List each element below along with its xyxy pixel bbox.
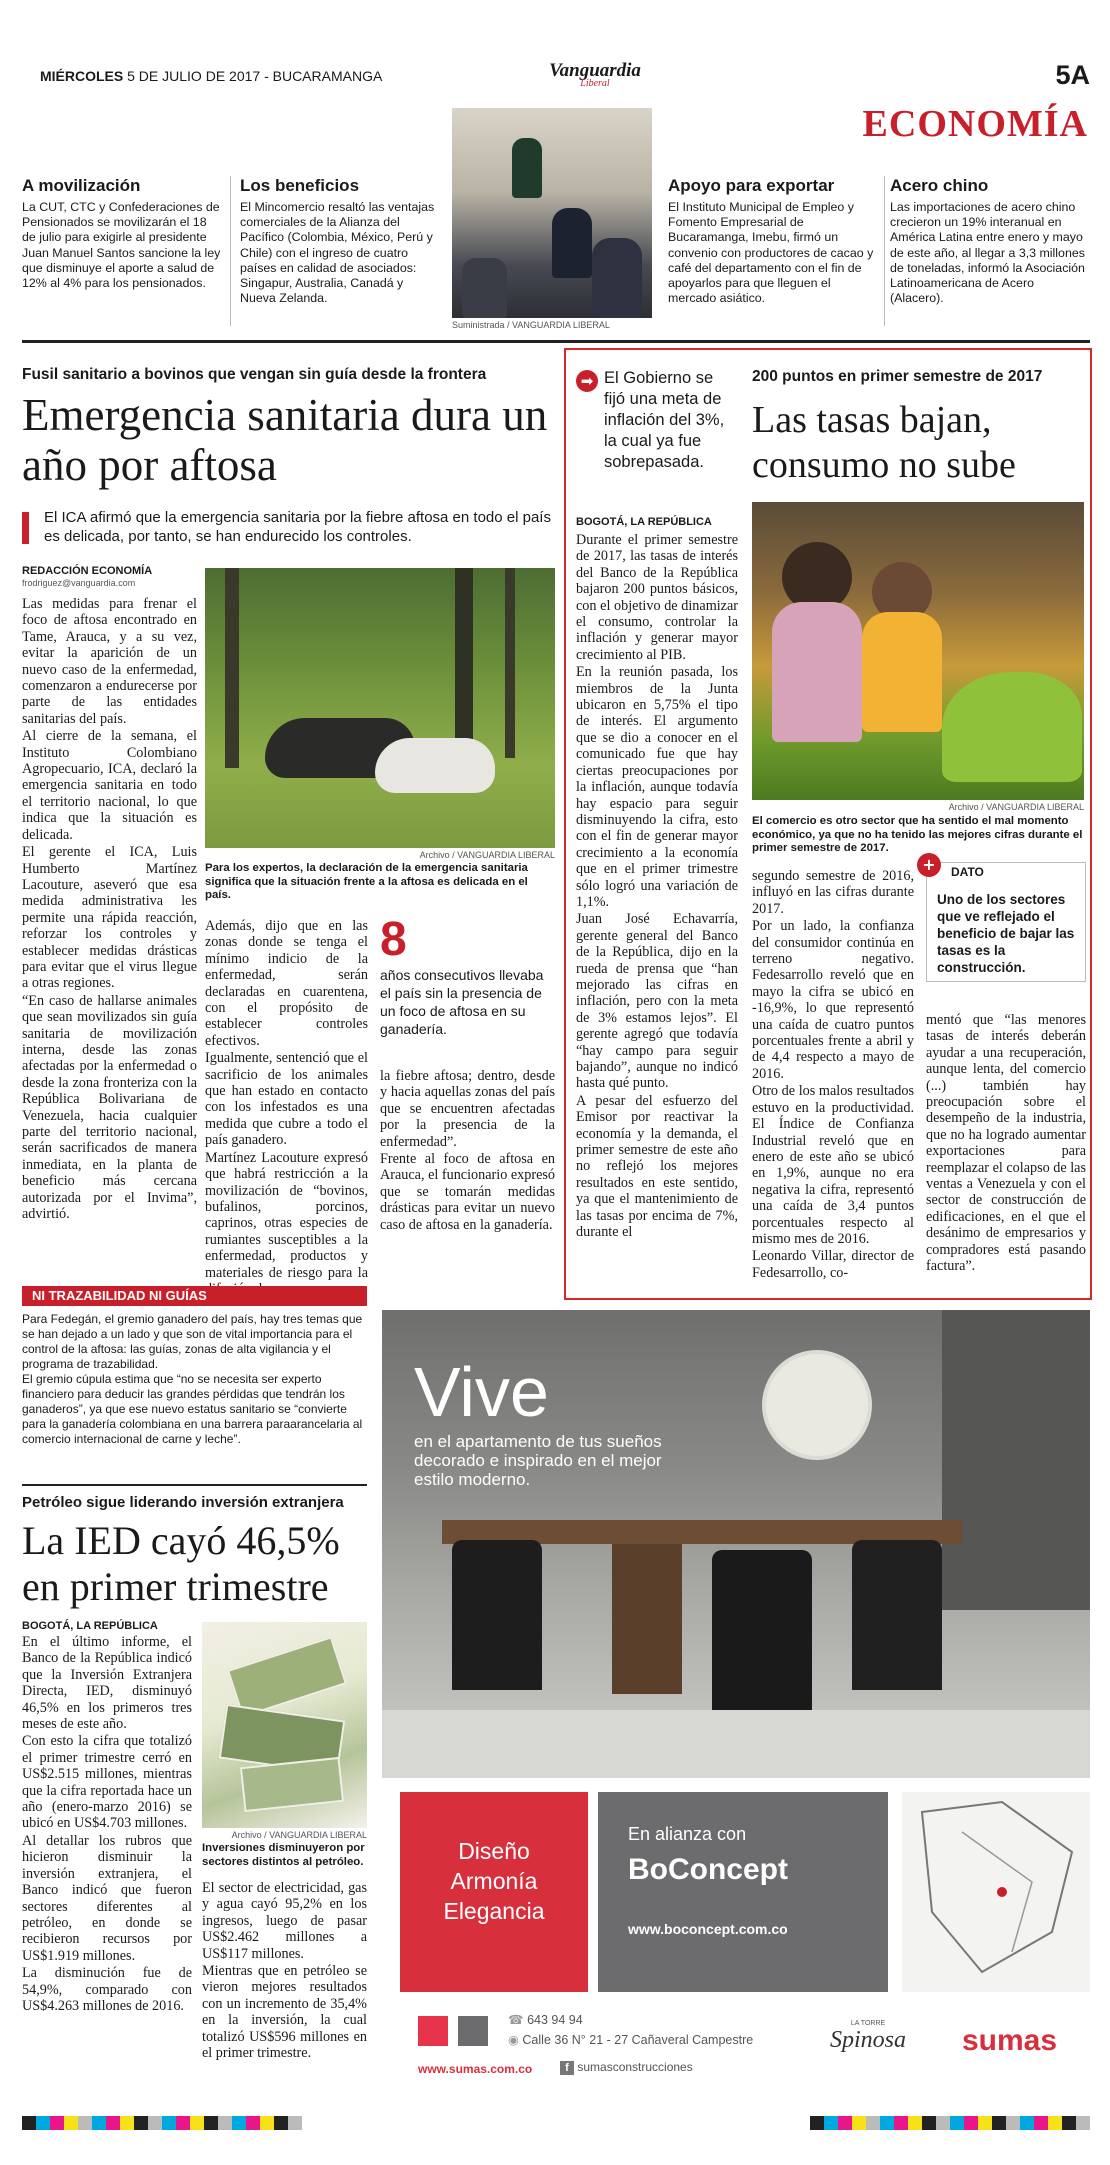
paragraph: la fiebre aftosa; dentro, desde y hacia aquellas zonas del país que se encuentren afectadas por la presencia de la enfermedad”.	[380, 1068, 555, 1150]
sidebar-paragraph: Para Fedegán, el gremio ganadero del país, hay tres temas que se han dejado a un lado y que son de vital importancia para el control de la aftosa: las guías, zonas de alta vigilancia y el programa de trazabilidad.	[22, 1312, 363, 1371]
page-number: 5A	[1055, 60, 1090, 90]
pullquote-text: El Gobierno se fijó una meta de inflación del 3%, la cual ya fue sobrepasada.	[604, 369, 725, 471]
brief-photo-credit: Suministrada / VANGUARDIA LIBERAL	[452, 320, 610, 330]
section-title: ECONOMÍA	[862, 103, 1088, 145]
aftosa-col2	[205, 918, 368, 1298]
paragraph: En el último informe, el Banco de la República indicó que la Inversión Extranjera Directa, IED, disminuyó 46,5% en los primeros tres meses de este año.	[22, 1634, 192, 1733]
money-photo	[202, 1622, 367, 1828]
aftosa-headline: Emergencia sanitaria dura un año por aftosa	[22, 390, 548, 490]
paragraph: El gerente el ICA, Luis Humberto Martínez Lacouture, aseveró que esa medida administrativa les permite una rápida reacción, reforzar los controles y establecer medidas drásticas para evitar que el virus llegue a otras regiones.	[22, 844, 197, 992]
dato-box	[922, 855, 1086, 982]
newspaper-logo	[525, 60, 665, 89]
aftosa-photo-caption: Para los expertos, la declaración de la emergencia sanitaria significa que la situación frente a la aftosa es delicada en el país.	[205, 862, 528, 901]
phone-icon: ☎	[508, 2013, 524, 2027]
print-registration-bar	[22, 2116, 1090, 2130]
boconcept-logo: BoConcept	[628, 1853, 788, 1886]
paragraph: En la reunión pasada, los miembros de la Junta ubicaron en 5,75% el tipo de interés. El argumento que se dio a conocer en el comunicado fue que hay ciertas preocupaciones por la inflación, aunque todavía hay espacio para seguir disminuyendo la cifra, esto con el fin de generar mayor crecimiento a la economía que en el primer trimestre sólo logró una variación de 1,1%.	[576, 664, 738, 910]
ad-alliance: En alianza con	[628, 1824, 747, 1844]
stat-text: años consecutivos llevaba el país sin la presencia de un foco de aftosa en su ganadería.	[380, 967, 544, 1037]
tasas-pullquote	[576, 368, 736, 473]
ad-phone: 643 94 94	[527, 2013, 583, 2027]
paragraph: Por un lado, la confianza del consumidor continúa en terreno negativo. Fedesarrollo reveló que en mayo la cifra se ubicó en -16,9%, lo que representó una caída de cuatro puntos porcentuales frente a abril y de 4,4 respecto a mayo de 2016.	[752, 918, 914, 1082]
dateline	[40, 68, 382, 84]
brief-title: A movilización	[22, 176, 141, 195]
tasas-kicker: 200 puntos en primer semestre de 2017	[752, 368, 1043, 385]
paragraph: Con esto la cifra que totalizó el primer trimestre cerró en US$2.515 millones, mientras que la cifra reportada hace un año (enero-marzo 2016) se ubicó en US$4.703 millones.	[22, 1733, 192, 1832]
paragraph: A pesar del esfuerzo del Emisor por reactivar la economía y la demanda, el primer semestre de este año no reflejó los mejores resultados en este sentido, ya que el mantenimiento de las tasas por encima de 7%, durante el	[576, 1092, 738, 1241]
page-header	[40, 60, 1090, 100]
map-lines-icon	[902, 1792, 1090, 1992]
aftosa-byline: REDACCIÓN ECONOMÍA	[22, 565, 153, 577]
tasas-photo-credit: Archivo / VANGUARDIA LIBERAL	[948, 802, 1084, 812]
sidebar-text	[22, 1312, 367, 1447]
ied-photo-credit: Archivo / VANGUARDIA LIBERAL	[231, 1830, 367, 1840]
deck-marker-icon	[22, 512, 29, 544]
ad-red-box	[400, 1792, 588, 1992]
ad-subline: en el apartamento de tus sueños decorado e inspirado en el mejor estilo moderno.	[414, 1432, 662, 1489]
spinosa-logo	[830, 2020, 906, 2054]
ad-facebook: sumasconstrucciones	[577, 2060, 693, 2074]
cattle-photo	[205, 568, 555, 848]
tasas-col1	[576, 532, 738, 1241]
arrow-right-icon: ➡	[576, 370, 598, 392]
sumas-logo: sumas	[962, 2024, 1058, 2057]
location-pin-icon: ◉	[508, 2033, 519, 2047]
aftosa-kicker: Fusil sanitario a bovinos que vengan sin guía desde la frontera	[22, 366, 487, 383]
paragraph: Las medidas para frenar el foco de aftosa encontrado en Tame, Arauca, y a su vez, evitar la aparición de un nuevo caso de la enfermedad, comenzaron a endurecerse por parte de las entidades sanitarias del país.	[22, 596, 197, 727]
brief-text: La CUT, CTC y Confederaciones de Pensionados se movilizarán el 18 de julio para exigirle al presidente Juan Manuel Santos sancione la ley que disminuye el aporte a salud de 12% al 4% para los pensionados.	[22, 200, 221, 291]
paragraph: Igualmente, sentenció que el sacrificio de los animales que han estado en contacto con los infestados es una medida que cubre a todo el país ganadero.	[205, 1050, 368, 1149]
date-rest: 5 DE JULIO DE 2017 - BUCARAMANGA	[127, 68, 383, 84]
brief-movilizacion	[22, 176, 222, 291]
ied-col2	[202, 1880, 367, 2062]
brief-title: Los beneficios	[240, 176, 360, 195]
tasas-photo-caption: El comercio es otro sector que ha sentido el mal momento económico, ya que no ha tenido las mejores cifras durante el primer semestre de 2017.	[752, 815, 1083, 854]
aftosa-photo-credit: Archivo / VANGUARDIA LIBERAL	[419, 850, 555, 860]
sidebar-bar	[22, 1286, 367, 1306]
dato-text: Uno de los sectores que ve reflejado el beneficio de bajar las tasas es la construcción.	[937, 892, 1075, 975]
sidebar-paragraph: El gremio cúpula estima que “no se necesita ser experto financiero para deducir las grandes pérdidas que tendrán los ganaderos”, ya que ese nuevo estatus sanitario se “convierte para la ganadería colombiana en una barrera paraarancelaria al comercio internacional de carne y leche”.	[22, 1372, 363, 1446]
paragraph: “En caso de hallarse animales que sean movilizados sin guía sanitaria de movilización interna, desde las zonas afectadas por la enfermedad o desde la zona fronteriza con la República Bolivariana de Venezuela, hacia cualquier parte del territorio nacional, serán sacrificados de manera inmediata, en la planta de beneficio más cercana autorizada por el Invima”, advirtió.	[22, 992, 197, 1223]
brief-photo	[452, 108, 652, 318]
brief-text: Las importaciones de acero chino crecieron un 19% interanual en América Latina entre enero y mayo de este año, al llegar a 3,3 millones de toneladas, informó la Asociación Latinoamericana de Acero (Alacero).	[890, 200, 1085, 306]
tasas-col3	[926, 1012, 1086, 1276]
deck-text: El ICA afirmó que la emergencia sanitaria por la fiebre aftosa en todo el país es delicada, por tanto, se han endurecido los controles.	[44, 509, 551, 545]
spinosa-name: Spinosa	[830, 2027, 907, 2053]
aftosa-col1	[22, 596, 197, 1223]
ied-byline: BOGOTÁ, LA REPÚBLICA	[22, 1620, 158, 1632]
paragraph: Durante el primer semestre de 2017, las tasas de interés del Banco de la República bajaron 200 puntos básicos, con el objetivo de dinamizar el consumo, controlar la inflación y generar mayor crecimiento al PIB.	[576, 532, 738, 663]
paragraph: Otro de los malos resultados estuvo en la productividad. El Índice de Confianza Industrial reveló que en enero de este año se ubicó en 1,9%, aunque no era negativa la cifra, representó una caída de 3,4 puntos porcentuales respecto al mismo mes de 2016.	[752, 1083, 914, 1247]
ad-swatch-gray	[458, 2016, 488, 2046]
market-photo	[752, 502, 1084, 800]
brief-text: El Instituto Municipal de Empleo y Fomento Empresarial de Bucaramanga, Imebu, firmó un convenio con productores de cacao y café del departamento con el fin de apoyarlos para que lleguen el mercado asiático.	[668, 200, 874, 306]
ied-photo-caption: Inversiones disminuyeron por sectores distintos al petróleo.	[202, 1842, 365, 1868]
ad-location-map	[902, 1792, 1090, 1992]
sidebar-title: NI TRAZABILIDAD NI GUÍAS	[32, 1288, 207, 1303]
paragraph: mentó que “las menores tasas de interés deberán ayudar a una recuperación, aunque lenta, del comercio (...) también hay preocupación sobre el desempeño de la industria, que no ha logrado aumentar exportaciones para reemplazar el colapso de las ventas a Venezuela y con el sector de construcción de edificaciones, en el que el desánimo de empresarios y compradores está pasando factura”.	[926, 1012, 1086, 1275]
ied-col1	[22, 1634, 192, 2015]
ad-facebook-row	[560, 2060, 693, 2075]
ad-red-line: Elegancia	[443, 1898, 545, 1924]
dato-label: DATO	[951, 865, 984, 879]
tasas-col2	[752, 868, 914, 1282]
aftosa-col3	[380, 1068, 555, 1234]
ad-address-row	[508, 2032, 753, 2047]
ad-red-line: Diseño	[458, 1838, 530, 1864]
paragraph: Leonardo Villar, director de Fedesarrollo, co-	[752, 1248, 914, 1281]
logo-subtext: Liberal	[580, 78, 610, 89]
plus-icon: +	[917, 853, 941, 877]
aftosa-email: frodriguez@vanguardia.com	[22, 578, 136, 588]
paragraph: Al detallar los rubros que hicieron disminuir la inversión extranjera, el Banco indicó que fueron sectores diferentes al petróleo, en donde se recibieron recursos por US$1.919 millones.	[22, 1832, 192, 1964]
spinosa-small: LA TORRE	[850, 2020, 886, 2027]
paragraph: Frente al foco de aftosa en Arauca, el funcionario expresó que se tomarán medidas drásticas para evitar un nuevo caso de aftosa en la ganadería.	[380, 1151, 555, 1233]
paragraph: Al cierre de la semana, el Instituto Colombiano Agropecuario, ICA, declaró la emergencia sanitaria en todo el territorio nacional, lo que indica que la situación es delicada.	[22, 728, 197, 843]
brief-beneficios	[240, 176, 440, 306]
ad-url: www.boconcept.com.co	[628, 1921, 788, 1937]
tasas-byline: BOGOTÁ, LA REPÚBLICA	[576, 516, 712, 528]
brief-acero	[890, 176, 1090, 306]
ad-web: www.sumas.com.co	[418, 2062, 533, 2076]
ad-gray-box	[598, 1792, 888, 1992]
ied-kicker: Petróleo sigue liderando inversión extranjera	[22, 1494, 344, 1511]
stat-number: 8	[380, 913, 407, 966]
ad-swatch-red	[418, 2016, 448, 2046]
ied-headline: La IED cayó 46,5% en primer trimestre	[22, 1518, 340, 1609]
paragraph: El sector de electricidad, gas y agua cayó 95,2% en los ingresos, luego de pasar US$2.462 millones a US$117 millones.	[202, 1880, 367, 1962]
paragraph: Además, dijo que en las zonas donde se tenga el mínimo indicio de la enfermedad, serán declaradas en cuarentena, con el propósito de establecer controles efectivos.	[205, 918, 368, 1049]
boconcept-ad	[382, 1310, 1090, 2090]
facebook-icon: f	[560, 2061, 574, 2075]
tasas-headline: Las tasas bajan, consumo no sube	[752, 399, 1016, 486]
ad-phone-row	[508, 2012, 583, 2027]
paragraph: La disminución fue de 54,9%, comparado con US$4.263 millones de 2016.	[22, 1965, 192, 2014]
aftosa-stat-box	[380, 913, 555, 1038]
ad-red-line: Armonía	[450, 1868, 538, 1894]
logo-text: Vanguardia	[549, 60, 641, 81]
ad-address: Calle 36 N° 21 - 27 Cañaveral Campestre	[522, 2033, 754, 2047]
paragraph: Juan José Echavarría, gerente general del Banco de la República, dijo en la rueda de prensa que “han mejorado las cifras en inflación, pero con la meta de 3% estamos lejos”. El gerente agregó que todavía “hay campo para seguir bajando”, aunque no indicó hasta qué punto.	[576, 911, 738, 1092]
brief-title: Apoyo para exportar	[668, 176, 835, 195]
brief-exportar	[668, 176, 878, 306]
paragraph: Martínez Lacouture expresó que habrá restricción a la movilización de “bovinos, bufalinos, porcinos, caprinos, otras especies de rumiantes susceptibles a la enfermedad, productos y materiales de riesgo para la	[205, 1149, 368, 1281]
date-day: MIÉRCOLES	[40, 68, 124, 84]
ad-headline: Vive	[414, 1353, 549, 1431]
paragraph: segundo semestre de 2016, influyó en las cifras durante 2017.	[752, 868, 914, 917]
brief-title: Acero chino	[890, 176, 989, 195]
brief-text: El Mincomercio resaltó las ventajas comerciales de la Alianza del Pacífico (Colombia, México, Perú y Chile) con el ingreso de cuatro países en calidad de asociados: Singapur, Australia, Canadá y Nueva Zelanda.	[240, 200, 435, 306]
paragraph: Mientras que en petróleo se vieron mejores resultados con un incremento de 35,4% en la inversión, la cual totalizó US$596 millones en el primer trimestre.	[202, 1963, 367, 2062]
aftosa-deck	[22, 508, 552, 546]
